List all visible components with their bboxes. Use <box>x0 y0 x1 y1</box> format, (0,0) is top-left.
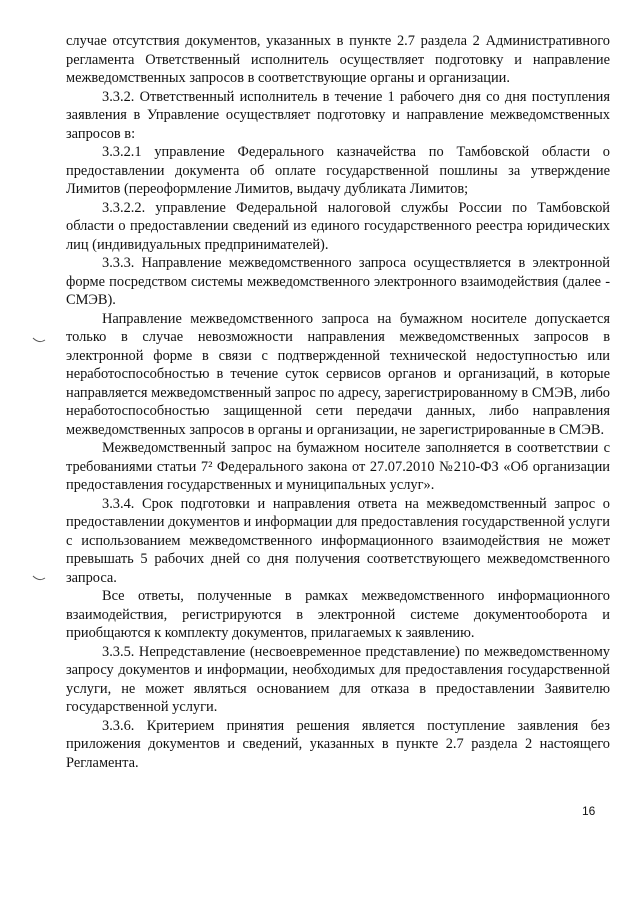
page-number: 16 <box>582 804 596 818</box>
paragraph: Межведомственный запрос на бумажном носителе заполняется в соответствии с требованиями статьи 7² Федерального закона от 27.07.2010 №210-ФЗ «Об организации предоставления государственных и муниципальных услуг». <box>66 440 610 493</box>
paragraph: 3.3.2.1 управление Федерального казначейства по Тамбовской области о предоставлении документа об оплате государственной пошлины за утверждение Лимитов (переоформление Лимитов, выдачу дубликата Лимитов; <box>66 144 610 197</box>
paragraph: 3.3.2.2. управление Федеральной налоговой службы России по Тамбовской области о предоставлении сведений из единого государственного реестра юридических лиц (индивидуальных предпринимателей). <box>66 199 610 253</box>
paragraph: 3.3.4. Срок подготовки и направления ответа на межведомственный запрос о предоставлении документов и информации для предоставления государственной услуги с использованием межведомственного информационного взаимодействия не может превышать 5 рабочих дней со дня получения соответствующего межведомственного запроса. <box>66 495 610 586</box>
paragraph: Все ответы, полученные в рамках межведомственного информационного взаимодействия, регистрируются в электронной системе документооборота и приобщаются к комплекту документов, прилагаемых к заявлению. <box>66 588 610 641</box>
paragraph: Направление межведомственного запроса на бумажном носителе допускается только в случае невозможности направления межведомственных запросов в электронной форме в связи с подтвержденной технической недоступностью или неработоспособностью в течение суток сервисов органов и организаций, в которые направляется межведомственный запрос по адресу, зарегистрированному в СМЭВ, либо неработоспособностью защищенной сети передачи данных, либо направления межведомственных запросов в органы и организации, не зарегистрированные в СМЭВ. <box>66 310 610 438</box>
paragraph: случае отсутствия документов, указанных в пункте 2.7 раздела 2 Административного регламента Ответственный исполнитель осуществляет подготовку и направление межведомственных запросов в соответствующие органы и организации. <box>66 33 610 86</box>
paragraph: 3.3.3. Направление межведомственного запроса осуществляется в электронной форме посредством системы межведомственного электронного взаимодействия (далее - СМЭВ). <box>66 255 610 308</box>
margin-tick-mark <box>32 574 46 582</box>
paragraph: 3.3.6. Критерием принятия решения является поступление заявления без приложения документов и сведений, указанных в пункте 2.7 раздела 2 настоящего Регламента. <box>66 717 610 771</box>
paragraph: 3.3.5. Непредставление (несвоевременное представление) по межведомственному запросу документов и информации, необходимых для предоставления государственной услуги, не может являться основанием для отказа в предоставлении Заявителю государственной услуги. <box>66 643 610 715</box>
document-body <box>66 32 610 772</box>
paragraph: 3.3.2. Ответственный исполнитель в течение 1 рабочего дня со дня поступления заявления в Управление осуществляет подготовку и направление межведомственных запросов в: <box>66 88 610 142</box>
margin-tick-mark <box>32 336 46 344</box>
